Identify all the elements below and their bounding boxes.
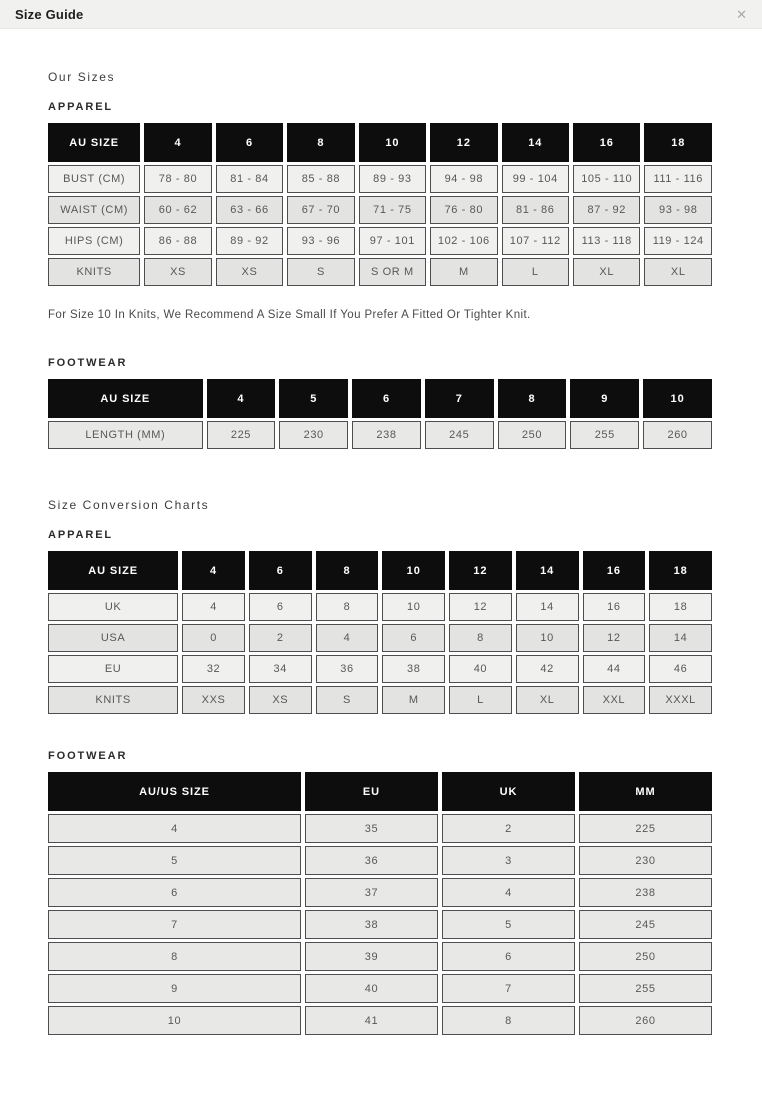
data-cell: XL (573, 258, 640, 286)
data-cell: 2 (249, 624, 312, 652)
our-sizes-apparel-label: APPAREL (48, 101, 114, 113)
column-header-cell: AU SIZE (48, 551, 178, 590)
data-cell: 38 (382, 655, 445, 683)
data-cell: 46 (649, 655, 712, 683)
data-cell: 225 (579, 814, 712, 843)
data-cell: 2 (442, 814, 575, 843)
column-header-cell: 18 (644, 123, 712, 162)
column-header-cell: 6 (352, 379, 421, 418)
size-guide-content (0, 29, 762, 1038)
our-sizes-apparel-table-wrap (48, 120, 712, 289)
column-header-cell: 6 (249, 551, 312, 590)
knits-note: For Size 10 In Knits, We Recommend A Size Small If You Prefer A Fitted Or Tighter Knit. (48, 309, 531, 321)
data-cell: 32 (182, 655, 245, 683)
table-row (48, 1006, 712, 1035)
data-cell: 14 (649, 624, 712, 652)
data-cell: 94 - 98 (430, 165, 497, 193)
data-cell: 89 - 93 (359, 165, 426, 193)
data-cell: 10 (516, 624, 579, 652)
row-label-cell: 8 (48, 942, 301, 971)
data-cell: XS (249, 686, 312, 714)
row-label-cell: 6 (48, 878, 301, 907)
column-header-cell: 9 (570, 379, 639, 418)
page-title: Size Guide (15, 6, 84, 22)
data-cell: 8 (449, 624, 512, 652)
data-cell: 39 (305, 942, 438, 971)
data-cell: 37 (305, 878, 438, 907)
data-cell: 41 (305, 1006, 438, 1035)
column-header-cell: 6 (216, 123, 283, 162)
data-cell: 36 (316, 655, 379, 683)
data-cell: 12 (449, 593, 512, 621)
data-cell: 230 (279, 421, 348, 449)
data-cell: XXXL (649, 686, 712, 714)
table-row (48, 686, 712, 714)
data-cell: 238 (352, 421, 421, 449)
column-header-cell: 10 (382, 551, 445, 590)
data-cell: 113 - 118 (573, 227, 640, 255)
data-cell: 6 (442, 942, 575, 971)
column-header-cell: 7 (425, 379, 494, 418)
conversion-apparel-label: APPAREL (48, 529, 114, 541)
data-cell: 5 (442, 910, 575, 939)
column-header-cell: EU (305, 772, 438, 811)
data-cell: 238 (579, 878, 712, 907)
data-cell: 255 (570, 421, 639, 449)
column-header-cell: 18 (649, 551, 712, 590)
data-cell: 6 (382, 624, 445, 652)
data-cell: 60 - 62 (144, 196, 211, 224)
our-sizes-footwear-label: FOOTWEAR (48, 357, 128, 369)
data-cell: 102 - 106 (430, 227, 497, 255)
data-cell: 245 (579, 910, 712, 939)
data-cell: L (502, 258, 569, 286)
column-header-cell: 8 (287, 123, 354, 162)
data-cell: XS (144, 258, 211, 286)
conversion-apparel-table (44, 548, 716, 717)
table-row (48, 624, 712, 652)
data-cell: S (316, 686, 379, 714)
data-cell: 93 - 98 (644, 196, 712, 224)
data-cell: XXL (583, 686, 646, 714)
column-header-cell: 12 (430, 123, 497, 162)
column-header-cell: 8 (498, 379, 567, 418)
table-header-row (48, 123, 712, 162)
column-header-cell: 12 (449, 551, 512, 590)
data-cell: 78 - 80 (144, 165, 211, 193)
data-cell: 10 (382, 593, 445, 621)
data-cell: 255 (579, 974, 712, 1003)
data-cell: 38 (305, 910, 438, 939)
data-cell: XXS (182, 686, 245, 714)
row-label-cell: 7 (48, 910, 301, 939)
table-row (48, 227, 712, 255)
data-cell: 3 (442, 846, 575, 875)
row-label-cell: 10 (48, 1006, 301, 1035)
data-cell: 245 (425, 421, 494, 449)
data-cell: 260 (643, 421, 712, 449)
row-label-cell: 4 (48, 814, 301, 843)
data-cell: 260 (579, 1006, 712, 1035)
column-header-cell: 10 (643, 379, 712, 418)
data-cell: 81 - 86 (502, 196, 569, 224)
column-header-cell: 4 (144, 123, 211, 162)
data-cell: 4 (182, 593, 245, 621)
data-cell: 8 (316, 593, 379, 621)
table-row (48, 846, 712, 875)
row-label-cell: UK (48, 593, 178, 621)
column-header-cell: 4 (207, 379, 276, 418)
data-cell: 12 (583, 624, 646, 652)
data-cell: 44 (583, 655, 646, 683)
column-header-cell: 14 (516, 551, 579, 590)
conversion-footwear-label: FOOTWEAR (48, 750, 128, 762)
data-cell: 63 - 66 (216, 196, 283, 224)
data-cell: 71 - 75 (359, 196, 426, 224)
column-header-cell: 16 (583, 551, 646, 590)
table-header-row (48, 772, 712, 811)
conversion-footwear-table (44, 769, 716, 1038)
row-label-cell: 5 (48, 846, 301, 875)
table-row (48, 910, 712, 939)
data-cell: M (382, 686, 445, 714)
titlebar (0, 0, 762, 29)
column-header-cell: UK (442, 772, 575, 811)
data-cell: 40 (449, 655, 512, 683)
data-cell: 97 - 101 (359, 227, 426, 255)
data-cell: 105 - 110 (573, 165, 640, 193)
conversion-heading: Size Conversion Charts (48, 498, 210, 512)
data-cell: 85 - 88 (287, 165, 354, 193)
table-row (48, 942, 712, 971)
column-header-cell: 16 (573, 123, 640, 162)
data-cell: 107 - 112 (502, 227, 569, 255)
column-header-cell: AU SIZE (48, 379, 203, 418)
table-row (48, 974, 712, 1003)
table-row (48, 165, 712, 193)
row-label-cell: EU (48, 655, 178, 683)
row-label-cell: LENGTH (MM) (48, 421, 203, 449)
data-cell: 34 (249, 655, 312, 683)
table-row (48, 655, 712, 683)
data-cell: XL (644, 258, 712, 286)
data-cell: 93 - 96 (287, 227, 354, 255)
data-cell: 40 (305, 974, 438, 1003)
data-cell: XS (216, 258, 283, 286)
column-header-cell: 5 (279, 379, 348, 418)
column-header-cell: 8 (316, 551, 379, 590)
data-cell: 86 - 88 (144, 227, 211, 255)
column-header-cell: 14 (502, 123, 569, 162)
column-header-cell: AU/US SIZE (48, 772, 301, 811)
data-cell: 4 (442, 878, 575, 907)
data-cell: S (287, 258, 354, 286)
data-cell: 111 - 116 (644, 165, 712, 193)
row-label-cell: KNITS (48, 686, 178, 714)
close-icon: ✕ (736, 6, 747, 22)
data-cell: 36 (305, 846, 438, 875)
row-label-cell: 9 (48, 974, 301, 1003)
data-cell: 14 (516, 593, 579, 621)
data-cell: 81 - 84 (216, 165, 283, 193)
table-row (48, 878, 712, 907)
data-cell: 119 - 124 (644, 227, 712, 255)
data-cell: XL (516, 686, 579, 714)
data-cell: 7 (442, 974, 575, 1003)
data-cell: 6 (249, 593, 312, 621)
data-cell: 8 (442, 1006, 575, 1035)
data-cell: 42 (516, 655, 579, 683)
our-sizes-heading: Our Sizes (48, 70, 116, 84)
data-cell: 0 (182, 624, 245, 652)
column-header-cell: MM (579, 772, 712, 811)
data-cell: 16 (583, 593, 646, 621)
data-cell: 76 - 80 (430, 196, 497, 224)
data-cell: S OR M (359, 258, 426, 286)
conversion-apparel-table-wrap (48, 548, 712, 717)
table-row (48, 258, 712, 286)
data-cell: 250 (498, 421, 567, 449)
table-row (48, 421, 712, 449)
data-cell: M (430, 258, 497, 286)
data-cell: 99 - 104 (502, 165, 569, 193)
data-cell: 87 - 92 (573, 196, 640, 224)
data-cell: 18 (649, 593, 712, 621)
column-header-cell: 10 (359, 123, 426, 162)
table-row (48, 196, 712, 224)
row-label-cell: USA (48, 624, 178, 652)
row-label-cell: BUST (CM) (48, 165, 140, 193)
data-cell: 4 (316, 624, 379, 652)
table-header-row (48, 379, 712, 418)
row-label-cell: WAIST (CM) (48, 196, 140, 224)
column-header-cell: 4 (182, 551, 245, 590)
close-button[interactable] (736, 8, 747, 21)
data-cell: 230 (579, 846, 712, 875)
data-cell: 250 (579, 942, 712, 971)
our-sizes-footwear-table (44, 376, 716, 452)
data-cell: 67 - 70 (287, 196, 354, 224)
data-cell: 225 (207, 421, 276, 449)
data-cell: 35 (305, 814, 438, 843)
column-header-cell: AU SIZE (48, 123, 140, 162)
our-sizes-apparel-table (44, 120, 716, 289)
data-cell: L (449, 686, 512, 714)
conversion-footwear-table-wrap (48, 769, 712, 1038)
data-cell: 89 - 92 (216, 227, 283, 255)
row-label-cell: KNITS (48, 258, 140, 286)
table-header-row (48, 551, 712, 590)
row-label-cell: HIPS (CM) (48, 227, 140, 255)
table-row (48, 814, 712, 843)
table-row (48, 593, 712, 621)
our-sizes-footwear-table-wrap (48, 376, 712, 452)
